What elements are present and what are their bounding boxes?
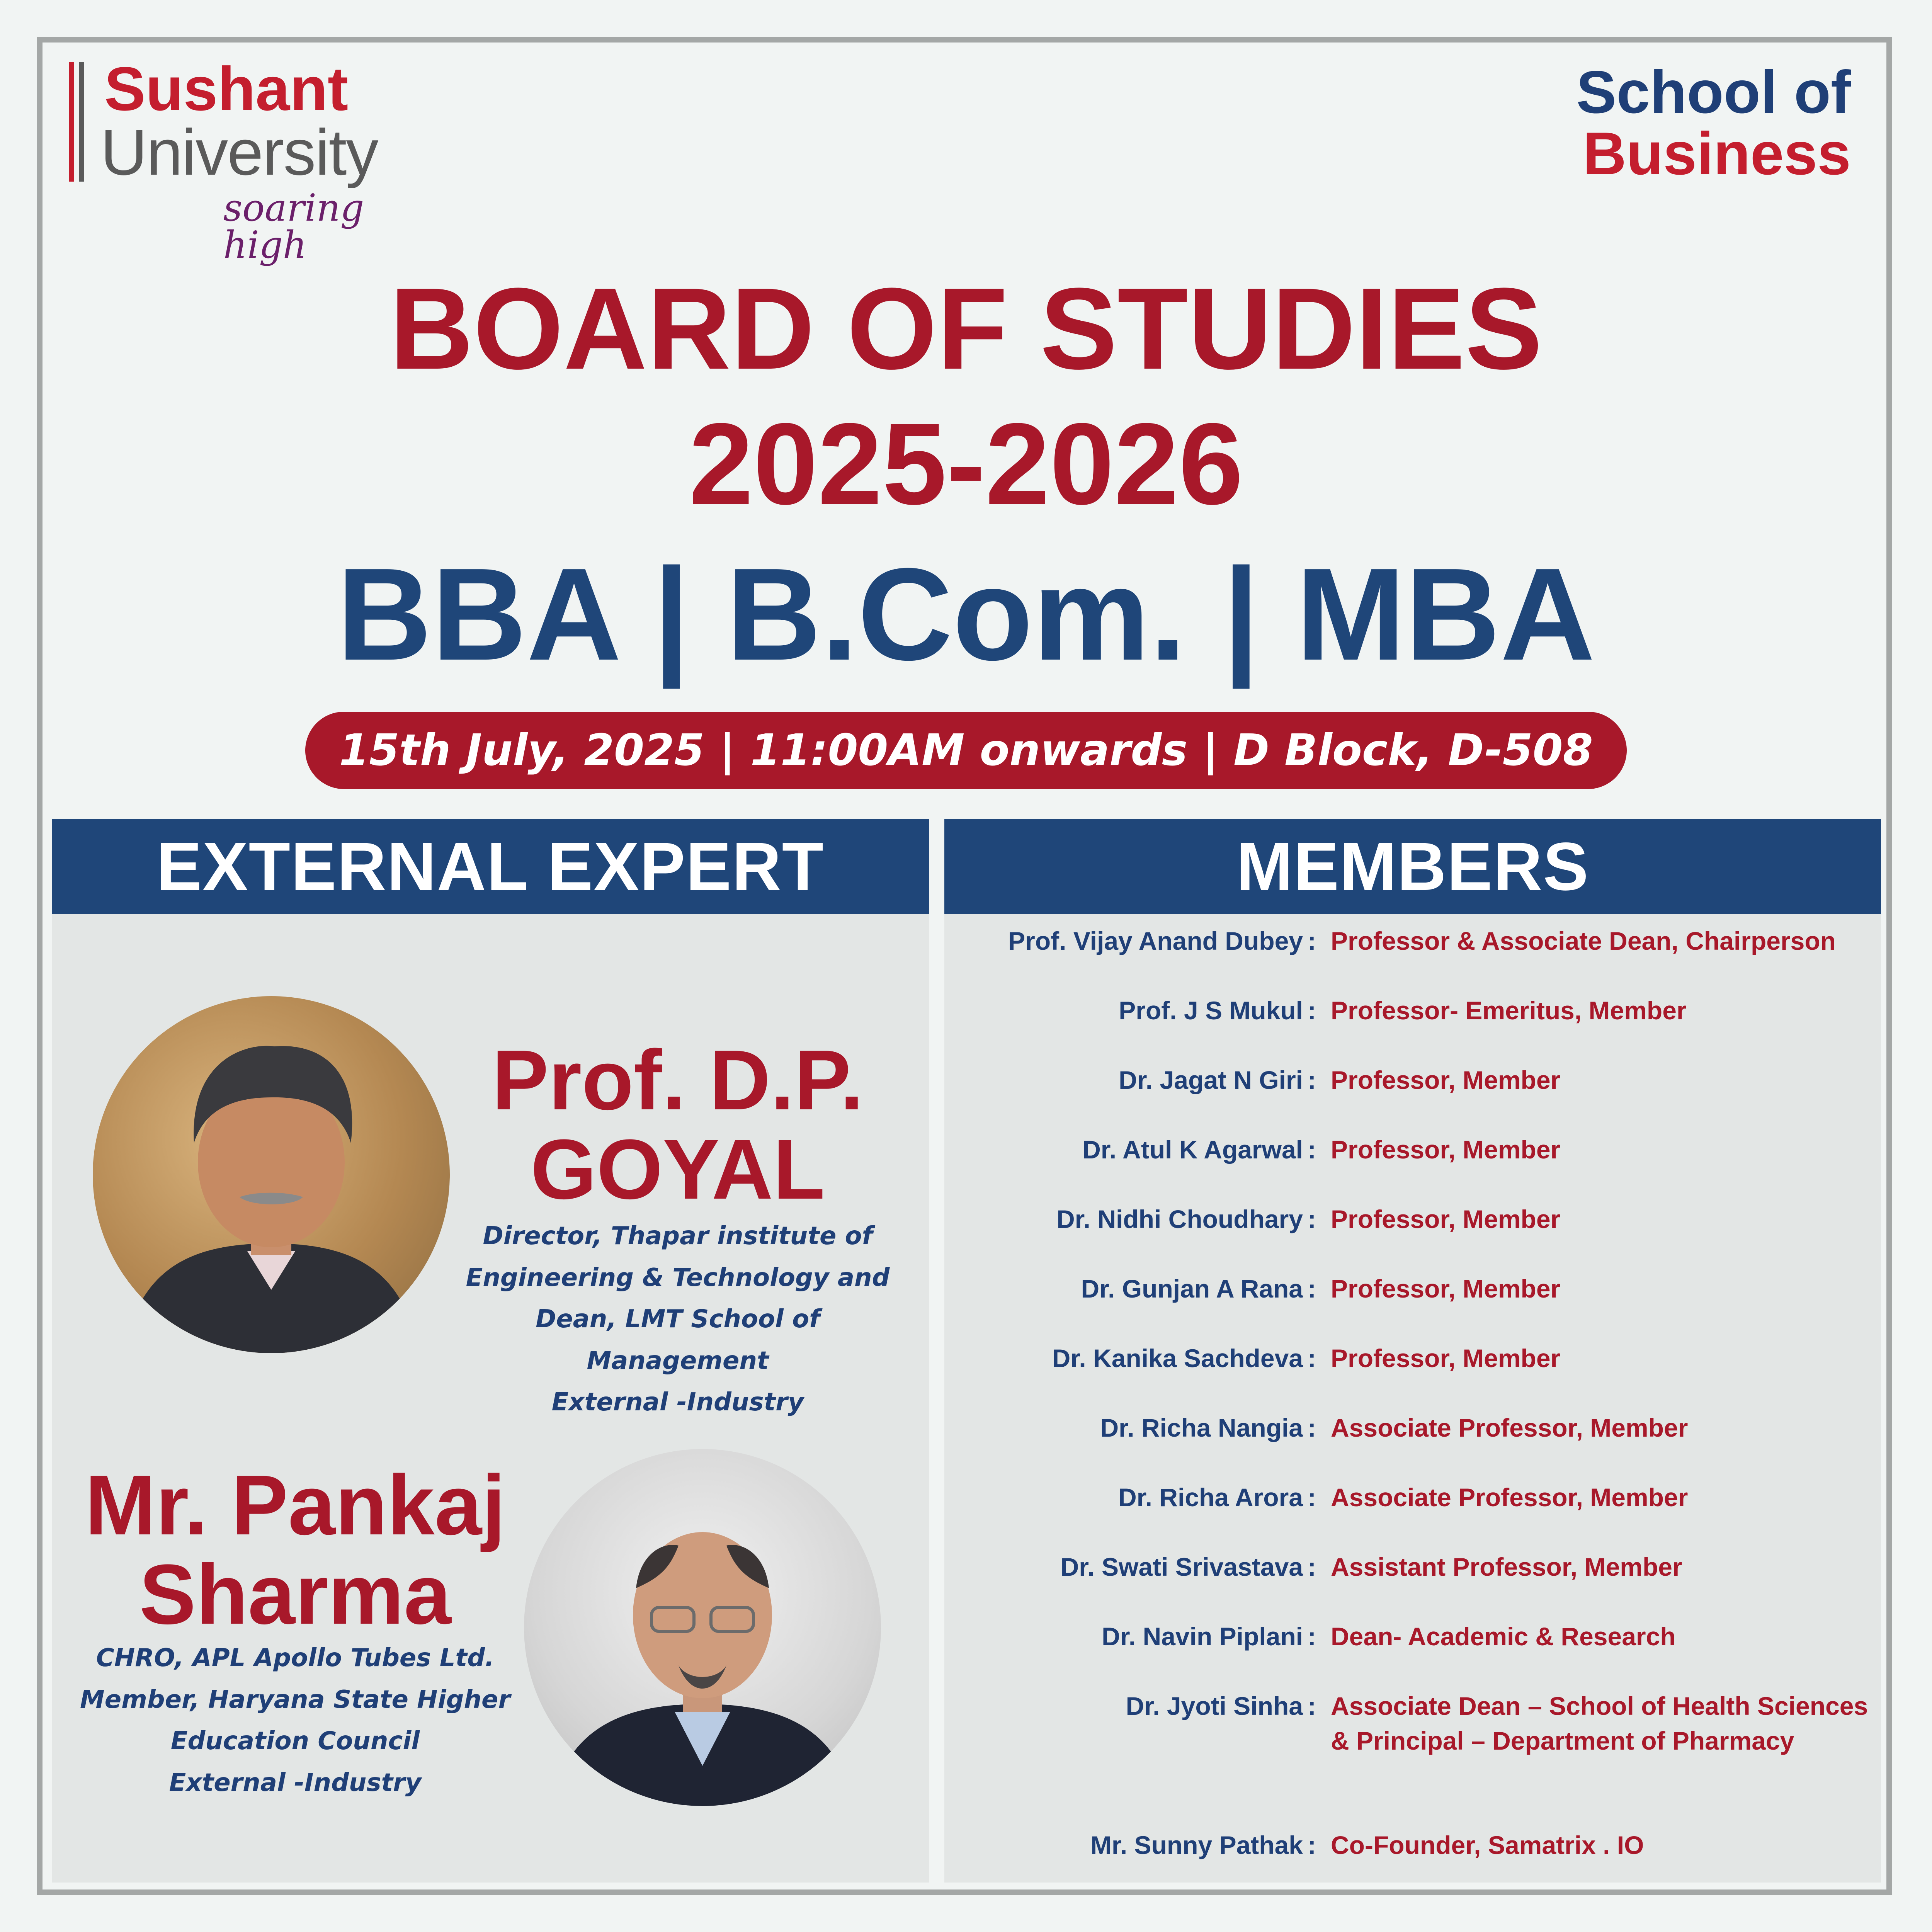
expert-1-desc-line: Director, Thapar institute of: [483, 1222, 873, 1250]
expert-name-2: [52, 1458, 539, 1642]
expert-1-desc-line: Engineering & Technology and: [466, 1263, 890, 1292]
event-details-pill: 15th July, 2025 | 11:00AM onwards | D Block, D-508: [305, 712, 1627, 789]
member-role: Associate Professor, Member: [1331, 1483, 1688, 1512]
expert-2-name-line2: Sharma: [139, 1547, 451, 1642]
expert-2-desc-line: Education Council: [170, 1727, 420, 1756]
external-expert-heading: EXTERNAL EXPERT: [52, 819, 929, 914]
member-separator: :: [1308, 1413, 1316, 1442]
member-name: Dr. Gunjan A Rana: [1081, 1274, 1303, 1303]
member-role: Associate Professor, Member: [1331, 1413, 1688, 1442]
school-line2: Business: [1583, 120, 1851, 188]
expert-desc-1: [446, 1216, 910, 1423]
expert-2-desc-line: External -Industry: [169, 1768, 422, 1797]
expert-1-name-line1: Prof. D.P.: [492, 1032, 864, 1128]
member-separator: :: [1308, 927, 1316, 955]
expert-photo-2: [524, 1449, 881, 1806]
member-separator: :: [1308, 1831, 1316, 1859]
member-role: Professor- Emeritus, Member: [1331, 996, 1687, 1025]
member-name: Dr. Navin Piplani: [1102, 1622, 1303, 1651]
member-name: Dr. Richa Arora: [1118, 1483, 1303, 1512]
member-separator: :: [1308, 996, 1316, 1025]
member-role: Professor, Member: [1331, 1274, 1561, 1303]
member-separator: :: [1308, 1692, 1316, 1720]
person-avatar-icon: [93, 996, 450, 1353]
member-name: Dr. Jagat N Giri: [1119, 1066, 1303, 1094]
members-heading: MEMBERS: [944, 819, 1881, 914]
programs-title: BBA | B.Com. | MBA: [337, 541, 1595, 688]
expert-1-name-line2: GOYAL: [530, 1122, 825, 1217]
expert-2-desc-line: CHRO, APL Apollo Tubes Ltd.: [96, 1644, 495, 1672]
member-separator: :: [1308, 1483, 1316, 1512]
member-role: Professor, Member: [1331, 1344, 1561, 1372]
member-name: Dr. Atul K Agarwal: [1082, 1135, 1303, 1164]
member-separator: :: [1308, 1135, 1316, 1164]
expert-desc-2: [63, 1638, 527, 1804]
member-role: Co-Founder, Samatrix . IO: [1331, 1831, 1644, 1859]
member-name: Prof. Vijay Anand Dubey: [1008, 927, 1303, 955]
member-name: Dr. Swati Srivastava: [1060, 1553, 1303, 1581]
expert-1-desc-line: External -Industry: [551, 1388, 804, 1417]
member-name: Dr. Jyoti Sinha: [1126, 1692, 1303, 1720]
expert-photo-1: [93, 996, 450, 1353]
logo-name-line2: University: [100, 116, 378, 189]
member-role: Professor & Associate Dean, Chairperson: [1331, 927, 1836, 955]
expert-2-name-line1: Mr. Pankaj: [85, 1458, 506, 1553]
logo-tagline: soaring high: [223, 186, 364, 267]
member-name: Dr. Richa Nangia: [1100, 1413, 1303, 1442]
member-separator: :: [1308, 1344, 1316, 1372]
school-line1: School of: [1576, 59, 1851, 126]
expert-1-desc-line: Dean, LMT School of Management: [536, 1305, 820, 1375]
member-role: Associate Dean – School of Health Sciences & Principal – Department of Pharmacy: [1331, 1692, 1868, 1755]
external-expert-panel: [52, 819, 929, 1883]
member-separator: :: [1308, 1553, 1316, 1581]
logo-name-line1: Sushant: [104, 54, 349, 123]
member-role: Dean- Academic & Research: [1331, 1622, 1676, 1651]
member-role: Professor, Member: [1331, 1066, 1561, 1094]
logo-bars-icon: [69, 62, 91, 182]
expert-name-1: [450, 1032, 906, 1217]
title-line1: BOARD OF STUDIES: [389, 264, 1543, 393]
member-name: Dr. Nidhi Choudhary: [1056, 1205, 1303, 1233]
expert-2-desc-line: Member, Haryana State Higher: [80, 1685, 510, 1714]
members-panel: [944, 819, 1881, 1883]
member-name: Dr. Kanika Sachdeva: [1052, 1344, 1303, 1372]
member-separator: :: [1308, 1622, 1316, 1651]
member-separator: :: [1308, 1066, 1316, 1094]
title-line2: 2025-2026: [689, 399, 1243, 529]
university-logo: [65, 54, 451, 267]
member-name: Prof. J S Mukul: [1119, 996, 1303, 1025]
member-name: Mr. Sunny Pathak: [1090, 1831, 1303, 1859]
member-role: Professor, Member: [1331, 1205, 1561, 1233]
member-role: Professor, Member: [1331, 1135, 1561, 1164]
school-name: [1576, 59, 1851, 188]
member-separator: :: [1308, 1205, 1316, 1233]
member-separator: :: [1308, 1274, 1316, 1303]
person-avatar-icon: [524, 1449, 881, 1806]
member-role: Assistant Professor, Member: [1331, 1553, 1682, 1581]
